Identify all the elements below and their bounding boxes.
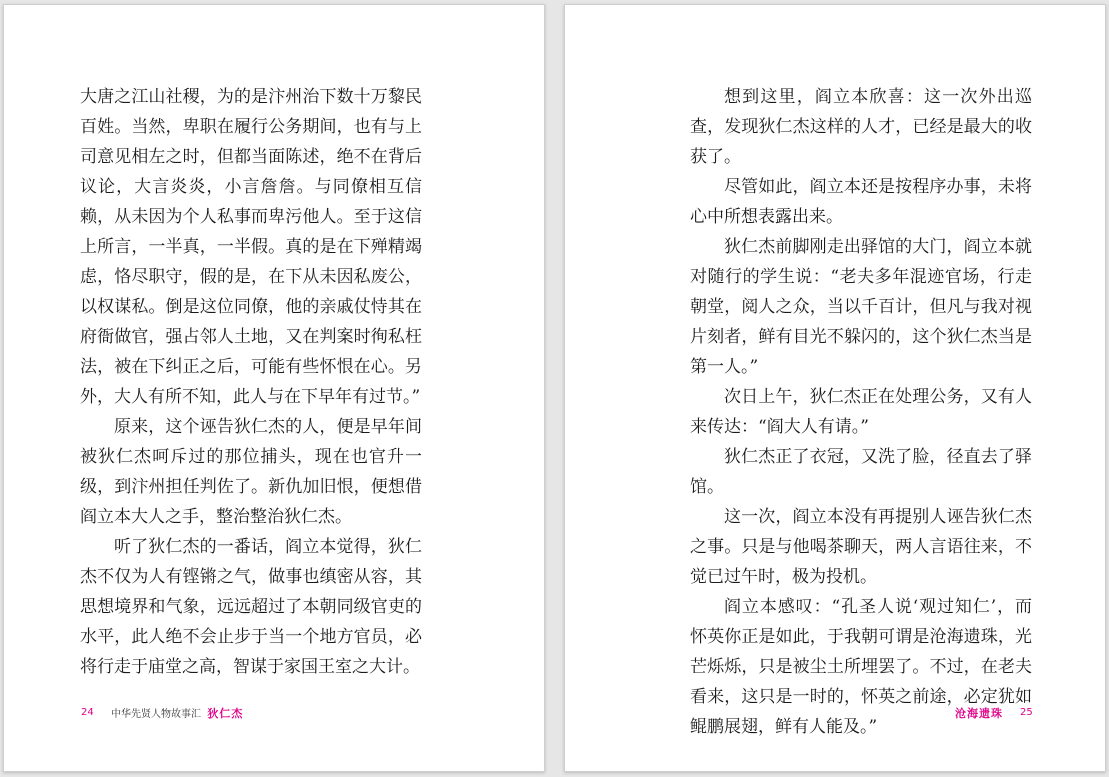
left-page-text [80, 82, 422, 682]
paragraph: 次日上午，狄仁杰正在处理公务，又有人来传达：“阎大人有请。” [690, 387, 1032, 437]
page-number: 25 [1020, 707, 1033, 718]
page-footer-right [955, 705, 1003, 721]
paragraph: 听了狄仁杰的一番话，阎立本觉得，狄仁杰不仅为人有铿锵之气，做事也缜密从容，其思想境界和气象，远远超过了本朝同级官吏的水平，此人绝不会止步于当一个地方官员，必将行走于庙堂之高，智谋于家国王室之大计。 [80, 537, 422, 677]
paragraph: 狄仁杰正了衣冠，又洗了脸，径直去了驿馆。 [690, 447, 1032, 497]
paragraph: 阎立本感叹：“孔圣人说‘观过知仁’，而怀英你正是如此，于我朝可谓是沧海遗珠，光芒烁烁，只是被尘土所埋罢了。不过，在老夫看来，这只是一时的，怀英之前途，必定犹如鲲鹏展翅，鲜有人能及。” [690, 597, 1032, 737]
chapter-title: 沧海遗珠 [955, 707, 1003, 720]
paragraph: 狄仁杰前脚刚走出驿馆的大门，阎立本就对随行的学生说：“老夫多年混迹官场，行走朝堂，阅人之众，当以千百计，但凡与我对视片刻者，鲜有目光不躲闪的，这个狄仁杰当是第一人。” [690, 237, 1032, 377]
paragraph: 这一次，阎立本没有再提别人诬告狄仁杰之事。只是与他喝茶聊天，两人言语往来，不觉已过午时，极为投机。 [690, 507, 1032, 587]
page-number: 24 [81, 707, 94, 718]
page-footer-left [111, 705, 243, 721]
paragraph: 原来，这个诬告狄仁杰的人，便是早年间被狄仁杰呵斥过的那位捕头，现在也官升一级，到汴州担任判佐了。新仇加旧恨，便想借阎立本大人之手，整治整治狄仁杰。 [80, 417, 422, 527]
left-page [3, 4, 545, 772]
series-title: 中华先贤人物故事汇 [111, 709, 201, 720]
paragraph: 想到这里，阎立本欣喜：这一次外出巡查，发现狄仁杰这样的人才，已经是最大的收获了。 [690, 87, 1032, 167]
book-title: 狄仁杰 [207, 707, 244, 720]
paragraph: 大唐之江山社稷，为的是汴州治下数十万黎民百姓。当然，卑职在履行公务期间，也有与上司意见相左之时，但都当面陈述，绝不在背后议论，大言炎炎，小言詹詹。与同僚相互信赖，从未因为个人私事而卑污他人。至于这信上所言，一半真，一半假。真的是在下殚精竭虑，恪尽职守，假的是，在下从未因私废公，以权谋私。倒是这位同僚，他的亲戚仗恃其在府衙做官，强占邻人土地，又在判案时徇私枉法，被在下纠正之后，可能有些怀恨在心。另外，大人有所不知，此人与在下早年有过节。” [80, 87, 422, 407]
paragraph: 尽管如此，阎立本还是按程序办事，未将心中所想表露出来。 [690, 177, 1032, 227]
right-page-text [690, 82, 1032, 742]
right-page [564, 4, 1106, 772]
